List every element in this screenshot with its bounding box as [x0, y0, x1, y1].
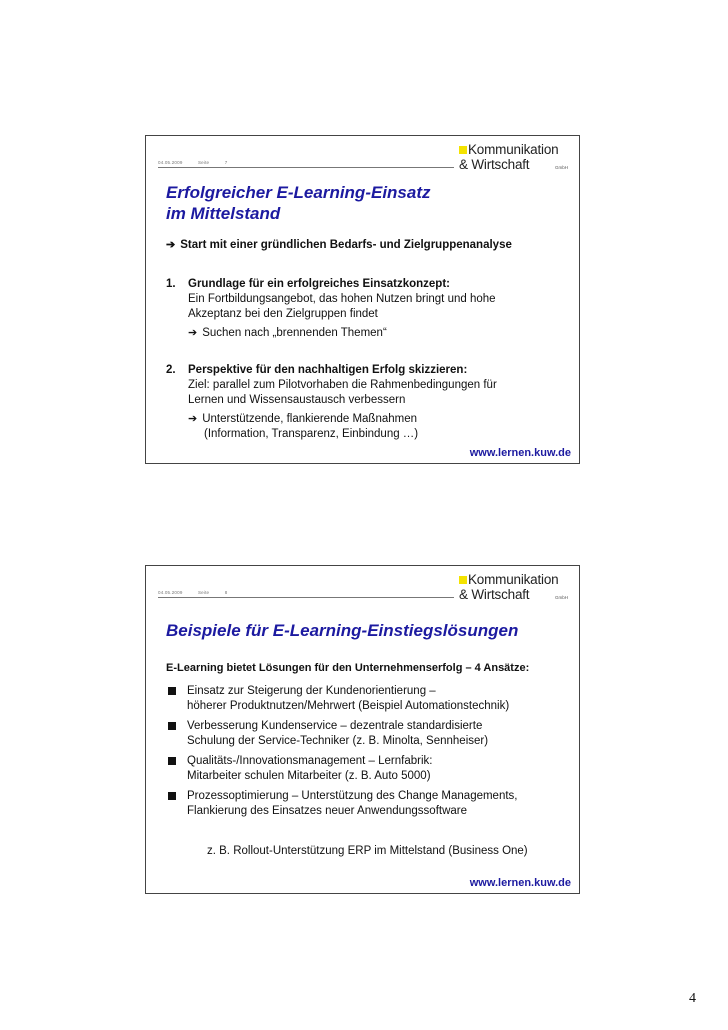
item-number: 2.	[166, 364, 176, 376]
logo-line-1: Kommunikation	[468, 572, 559, 587]
header-rule	[158, 167, 454, 168]
footnote: z. B. Rollout-Unterstützung ERP im Mittelstand (Business One)	[207, 845, 528, 857]
intro-text: Start mit einer gründlichen Bedarfs- und Zielgruppenanalyse	[180, 239, 512, 251]
logo-square-icon	[459, 576, 467, 584]
item-text: Akzeptanz bei den Zielgruppen findet	[188, 308, 378, 320]
slide-8	[145, 565, 580, 894]
bullet-text: Mitarbeiter schulen Mitarbeiter (z. B. Auto 5000)	[187, 770, 431, 782]
bullet-text: Verbesserung Kundenservice – dezentrale standardisierte	[187, 720, 483, 732]
website-url: www.lernen.kuw.de	[469, 447, 571, 459]
bullet-text: Prozessoptimierung – Unterstützung des Change Managements,	[187, 790, 518, 802]
slide-title: Beispiele für E-Learning-Einstiegslösungen	[166, 621, 519, 640]
item-heading: Perspektive für den nachhaltigen Erfolg skizzieren:	[188, 364, 468, 376]
bullet-item-1	[168, 684, 509, 714]
logo-line-2: & Wirtschaft	[459, 157, 530, 172]
list-item-1	[166, 277, 566, 341]
logo-square-icon	[459, 146, 467, 154]
item-text: Lernen und Wissensaustausch verbessern	[188, 394, 406, 406]
item-heading: Grundlage für ein erfolgreiches Einsatzkonzept:	[188, 278, 450, 290]
square-bullet-icon	[168, 792, 176, 800]
title-line-1: Erfolgreicher E-Learning-Einsatz	[166, 183, 431, 202]
slide-date: 04.05.2009	[158, 590, 183, 595]
logo-line-1: Kommunikation	[468, 142, 559, 157]
company-logo	[459, 572, 577, 602]
bullet-text: Flankierung des Einsatzes neuer Anwendungssoftware	[187, 805, 468, 817]
logo-gmbh: GmbH	[555, 595, 569, 600]
item-subpoint: Suchen nach „brennenden Themen“	[202, 327, 387, 339]
bullet-item-4	[168, 789, 518, 819]
document-page-number: 4	[689, 991, 696, 1006]
bullet-text: Schulung der Service-Techniker (z. B. Minolta, Sennheiser)	[187, 735, 489, 747]
slide-page-label: Seite	[197, 590, 210, 595]
slide-page-number: 8	[224, 590, 228, 595]
bullet-text: Qualitäts-/Innovationsmanagement – Lernfabrik:	[187, 755, 433, 767]
item-text: Ziel: parallel zum Pilotvorhaben die Rahmenbedingungen für	[188, 379, 497, 391]
slide-title	[166, 182, 431, 224]
slide-meta	[158, 160, 241, 165]
list-item-2	[166, 363, 566, 442]
bullet-text: Einsatz zur Steigerung der Kundenorientierung –	[187, 685, 436, 697]
slide-page-number: 7	[224, 160, 228, 165]
title-line-2: im Mittelstand	[166, 204, 281, 223]
bullet-text: höherer Produktnutzen/Mehrwert (Beispiel Automationstechnik)	[187, 700, 510, 712]
item-subpoint: (Information, Transparenz, Einbindung …)	[204, 428, 419, 440]
logo-line-2: & Wirtschaft	[459, 587, 530, 602]
square-bullet-icon	[168, 757, 176, 765]
arrow-right-icon: ➔	[188, 327, 198, 339]
item-text: Ein Fortbildungsangebot, das hohen Nutzen bringt und hohe	[188, 293, 496, 305]
website-url: www.lernen.kuw.de	[469, 877, 571, 889]
square-bullet-icon	[168, 687, 176, 695]
intro-line: E-Learning bietet Lösungen für den Unternehmenserfolg – 4 Ansätze:	[166, 662, 530, 674]
company-logo	[459, 142, 577, 172]
square-bullet-icon	[168, 722, 176, 730]
arrow-right-icon: ➔	[166, 239, 176, 251]
slide-7	[145, 135, 580, 464]
arrow-right-icon: ➔	[188, 413, 198, 425]
slide-date: 04.05.2009	[158, 160, 183, 165]
slide-meta	[158, 590, 241, 595]
logo-gmbh: GmbH	[555, 165, 569, 170]
item-number: 1.	[166, 278, 176, 290]
item-subpoint: Unterstützende, flankierende Maßnahmen	[202, 413, 418, 425]
intro-line	[166, 238, 512, 253]
slide-page-label: Seite	[197, 160, 210, 165]
header-rule	[158, 597, 454, 598]
bullet-item-3	[168, 754, 432, 784]
bullet-item-2	[168, 719, 488, 749]
